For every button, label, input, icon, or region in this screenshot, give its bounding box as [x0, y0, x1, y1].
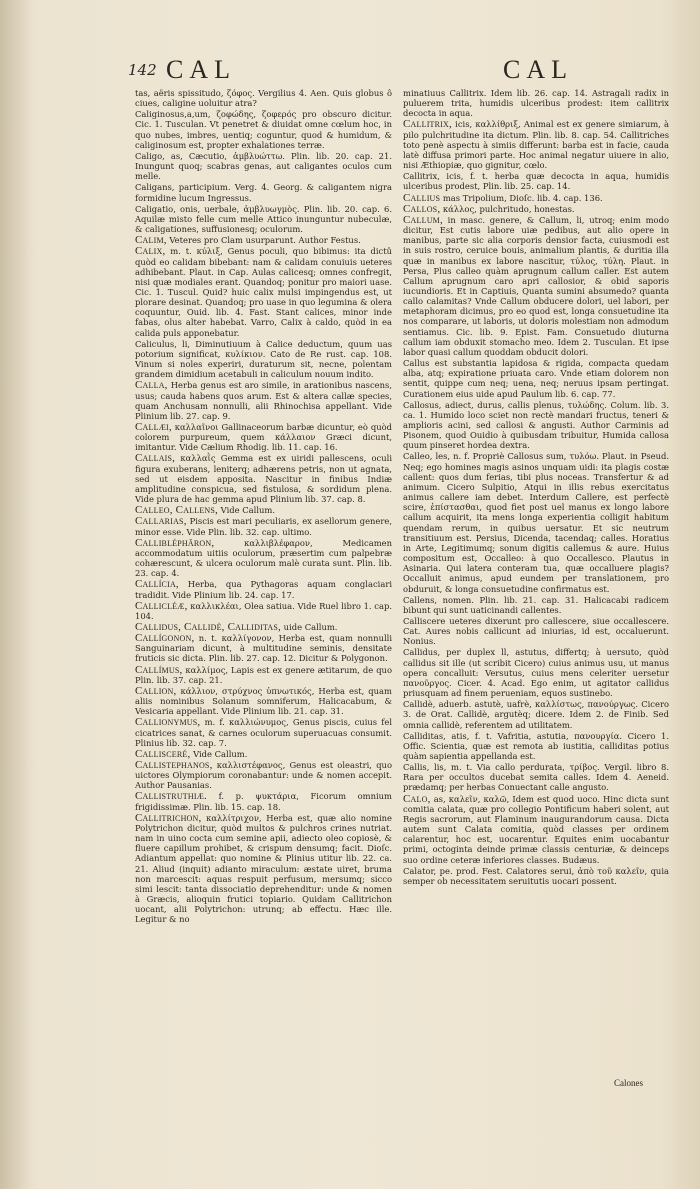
entry-headword: Callionymus, — [135, 716, 201, 729]
dictionary-entry — [403, 794, 669, 865]
dictionary-entry — [135, 380, 392, 421]
entry-text: m. t. κύλιξ, Genus poculi, quo bibimus: ita dictû quòd eo calidam bibebant: nam & calidam conuiuis ueteres adhibebant. Plaut. in Cap. Aulas calicesq; omnes confregit, nisi quæ modiales erant. Quandoq; ponitur pro maiori uase. Cic. 1. Tuscul. Quid? huic calix mulsi impingendus est, ut plorare desinat. Quandoq; pro uase in quo legumina & olera coquuntur, Ouid. lib. 4. Fast. Stant calices, minor inde fabas, olus alter habebat. Varro, Calix à caldo, quòd in ea calida puls apponebatur. — [135, 246, 392, 338]
entry-headword: Callisceré, — [135, 747, 191, 760]
dictionary-entry — [403, 400, 669, 451]
entry-text: Callidè, aduerb. astutè, uafrè, καλλίστως, πανούργως. Cicero 3. de Orat. Callidè, argutèq; dicere. Idem 2. de Finib. Sed omnia callidè, referentem ad utilitatem. — [403, 699, 669, 730]
dictionary-entry — [403, 731, 669, 761]
entry-headword: Callitrix, — [403, 118, 452, 131]
entry-text: m. f. καλλιώνυμος, Genus piscis, cuius fel cicatrices sanat, & carnes oculorum superuacuas consumit. Plinius lib. 32. cap. 7. — [135, 717, 392, 748]
dictionary-entry — [403, 451, 669, 593]
entry-text: κάλλιον, στρύχνος ὑπνωτικός, Herba est, quam aliis nominibus Solanum somniferum, Halicacabum, & Vesicaria appellant. Vide Plinium lib. 21. cap. 31. — [135, 685, 392, 717]
entry-text: καλλιβλέφαρον, Medicamen accommodatum uitiis oculorum, præsertim cum palpebræ cohærescunt, & ulcera oculorum malè curata sunt. Plin. lib. 23. cap. 4. — [135, 537, 392, 579]
entry-text: icis, καλλίθριξ, Animal est ex genere simiarum, à pilo pulchritudine ita dictum. Plin. lib. 8. cap. 54. Callitriches toto penè aspectu à simiis differunt: barba est in facie, cauda latè diffusa primori parte. Hoc animal negatur uiuere in alio, nisi Æthiopiæ, quo gignitur, cœlo. — [403, 119, 669, 171]
entry-headword: Calim, — [135, 234, 167, 247]
entry-text: Calator, pe. prod. Fest. Calatores serui, ἀπὸ τοῦ καλεῖν, quia semper ob necessitatem seruitutis uocari possent. — [403, 865, 669, 886]
dictionary-entry — [403, 171, 669, 191]
entry-headword: Callicléæ, — [135, 599, 188, 612]
entry-headword: Callistephanos, — [135, 759, 213, 771]
dictionary-entry — [403, 193, 669, 203]
dictionary-entry — [403, 204, 669, 214]
dictionary-entry — [135, 622, 392, 632]
entry-text: καλλαῖνοι Gallinaceorum barbæ dicuntur, eò quòd colorem purpureum, quem κάλλαιον Græci dicunt, imitantur. Vide Cælium Rhodig. lib. 11. cap. 16. — [135, 422, 392, 453]
dictionary-entry — [403, 762, 669, 792]
dictionary-entry — [135, 109, 392, 150]
entry-text: mas Tripolium, Dioſc. lib. 4. cap. 136. — [440, 192, 603, 203]
entry-headword: Calla, — [135, 379, 168, 392]
dictionary-entry — [135, 88, 392, 108]
dictionary-entry — [403, 358, 669, 399]
entry-text: καλλίτριχον, Herba est, quæ alio nomine Polytrichon dicitur, quòd multos & pulchros crines nutriat. nam in uino cocta cum semine apii, adiecto oleo copiosè, & fluere capillum prohibet, & crispum densumq; facit. Dioſc. Adiantum appellat: quo nomine & Plinius utitur lib. 22. ca. 21. Aliud (inquit) adianto miraculum: æstate uiret, bruma non marcescit: aquas respuit perfusum, mersumq; sicco simi lescit: tanta dissociatio deprehenditur: unde & nomen à Græcis, alioquin frutici topiario. Quidam Callitrichon uocant, alii Polytrichon: utrunq; ab effectu. Hæc ille. Legitur & no — [135, 812, 392, 925]
entry-text: Calliscere ueteres dixerunt pro callescere, siue occallescere. Cat. Aures nobis callicunt ad iniurias, id est, occaluerunt. Nonius. — [403, 615, 669, 647]
dictionary-entry — [135, 601, 392, 621]
entry-text: Herba, qua Pythagoras aquam conglaciari tradidit. Vide Plinium lib. 24. cap. 17. — [135, 579, 392, 600]
entry-headword: Callitrichon, — [135, 811, 202, 824]
entry-headword: Calleo, Callens, — [135, 504, 219, 517]
entry-headword: Callais, — [135, 452, 176, 465]
dictionary-entry — [403, 866, 669, 886]
entry-text: Piscis est mari peculiaris, ex asellorum genere, minor esse. Vide Plin. lib. 32. cap. ultimo. — [135, 516, 392, 537]
entry-headword: Callum, — [403, 213, 443, 226]
entry-headword: Callidus, Callidè, Calliditas, — [135, 620, 281, 633]
entry-headword: Calo, — [403, 792, 431, 805]
dictionary-entry — [135, 246, 392, 337]
entry-text: Callis, lis, m. t. Via callo perdurata, τρίβος. Vergil. libro 8. Rara per occultos ducebat semita calles. Idem 4. Aeneid. prædamq; per herbas Conuectant calle angusto. — [403, 762, 669, 793]
entry-text: καλλικλέαι, Olea satiua. Vide Ruel libro 1. cap. 104. — [135, 600, 392, 621]
entry-text: καλλαῒς Gemma est ex uiridi pallescens, oculi figura exuberans, leniterq; adhærens petris, non ut agnata, sed ut eisdem apposita. Nascitur in finibus Indiæ amplitudine conspicua, sed fistulosa, & sordidum plena. Vide plura de hac gemma apud Plinium lib. 37. cap. 8. — [135, 453, 392, 505]
dictionary-entry — [135, 760, 392, 790]
gutter-shadow — [0, 0, 30, 1189]
entry-text: uide Callum. — [281, 621, 338, 632]
entry-headword: Callibléphāron, — [135, 536, 215, 549]
entry-headword: Callímus, — [135, 663, 183, 676]
dictionary-entry — [135, 505, 392, 515]
entry-text: Callens, nomen. Plin. lib. 21. cap. 31. Halicacabi radicem bibunt qui sunt uaticinandi callentes. — [403, 594, 669, 615]
entry-text: minatiuus Callitrix. Idem lib. 26. cap. 14. Astragali radix in puluerem trita, humidis ulceribus prodest: item callitrix decocta in aqua. — [403, 88, 669, 119]
dictionary-entry — [403, 616, 669, 646]
entry-text: Caliculus, li, Diminutiuum à Calice deductum, quum uas potorium significat, κυλίκιον. Cato de Re rust. cap. 108. Vinum si noles experiri, duraturum sit, necne, polentam grandem dimidium acetabuli in caliculum nouum indito. — [135, 338, 392, 380]
entry-text: Callidus, per duplex ll, astutus, differtq; à uersuto, quòd callidus sit ille (ut scribit Cicero) cuius animus usu, ut manus opera concalluit: Versutus, cuius mens celeriter uersetur πανοῦργος. Cicer. 4. Acad. Ego enim, ut agitator callidus priusquam ad finem perueniam, equos sustinebo. — [403, 647, 669, 699]
dictionary-entry — [135, 182, 392, 202]
running-head-left: CAL — [166, 55, 236, 84]
entry-text: Calliditas, atis, f. t. Vafritia, astutia, πανουργία. Cicero 1. Offic. Scientia, quæ est remota ab iustitia, calliditas potius quàm sapientia appellanda est. — [403, 730, 669, 761]
entry-headword: Callígonon, — [135, 632, 195, 645]
page-number: 142 — [128, 61, 157, 79]
catchword: Calones — [614, 1078, 643, 1088]
entry-text: κάλλος, pulchritudo, honestas. — [440, 203, 575, 214]
dictionary-entry — [403, 595, 669, 615]
entry-headword: Callæi, — [135, 421, 172, 433]
dictionary-entry — [403, 88, 669, 118]
dictionary-entry — [135, 516, 392, 536]
dictionary-entry — [135, 235, 392, 245]
running-head-right: CAL — [503, 55, 573, 84]
left-column — [135, 88, 392, 1093]
entry-text: καλλίμος, Lapis est ex genere ætitarum, de quo Plin. lib. 37. cap. 21. — [135, 664, 392, 685]
entry-headword: Calix, — [135, 245, 166, 258]
dictionary-entry — [135, 579, 392, 599]
entry-headword: Callos, — [403, 202, 441, 215]
dictionary-entry — [135, 717, 392, 747]
entry-text: Callus est substantia lapidosa & rigida, compacta quedam alba, atq; expiratione priuata caro. Vnde etiam dolorem non sentit, quippe cum neq; uena, neq; neruus ipsam pertingat. Curationem eius uide apud Paulum lib. 6. cap. 77. — [403, 358, 669, 399]
entry-text: tas, aëris spissitudo, ζόφος. Vergilius 4. Aen. Quis globus ô ciues, caligine uoluitur atra? — [135, 88, 392, 109]
entry-text: Caligatio, onis, uerbale, ἀμβλυωγμὸς. Plin. lib. 20. cap. 6. Aquilæ misto felle cum melle Attico inunguntur nubeculæ, & caligationes, suffusionesq; oculorum. — [135, 203, 392, 235]
dictionary-entry — [135, 339, 392, 380]
entry-text: Herba genus est aro simile, in arationibus nascens, usus; cauda habens quos arum. Est & altera callæ species, quam Anchusam nonnulli, alii Rhinochisa appellant. Vide Plinium lib. 27. cap. 9. — [135, 380, 392, 421]
entry-text: Callitrix, icis, f. t. herba quæ decocta in aqua, humidis ulceribus prodest, Plin. lib. 25. cap. 14. — [403, 171, 669, 192]
entry-headword: Callícia, — [135, 578, 179, 591]
entry-text: n. t. καλλίγονον, Herba est, quam nonnulli Sanguinariam dicunt, à multitudine seminis, densitate fruticis sic dicta. Plin. lib. 27. cap. 12. Dicitur & Polygonon. — [135, 633, 392, 664]
entry-text: Caliginosus,a,um, ζοφώδης, ζοφερός pro obscuro dicitur. Cic. 1. Tusculan. Vt penetret & diuidat omne cœlum hoc, in quo nubes, imbres, uentiq; coguntur, quod & humidum, & caliginosum est, propter exhalationes terræ. — [135, 109, 392, 150]
entry-text: in masc. genere, & Callum, li, utroq; enim modo dicitur, Est cutis labore uiæ pedibus, aut alio opere in manibus, parte sic alia corporis densior facta, cuiusmodi est in suis rostro, ceruice bouis, animalium plantis, & duritia illa quæ in manibus ex labore nascitur, τύλος, τύλη. Plaut. in Persa, Plus calleo quàm aprugnum callum caller. Est autem Callum aprugnum caro apri callosior, & obid saporis iucundioris. Et in Captiuis, Quanta sumini absumedo? quanta callo calamitas? Vnde Callum obducere dolori, uel labori, per metaphoram dicimus, pro eo quod est, longa consuetudine ita nos comparare, ut laboris, ut doloris molestiam non admodum sentiamus. Cic. lib. 9. Epist. Fam. Consuetudo diuturna callum iam obduxit stomacho meo. Idem 2. Tusculan. Et ipse labor quasi callum quoddam obducit dolori. — [403, 214, 669, 357]
dictionary-entry — [135, 538, 392, 579]
dictionary-entry — [135, 151, 392, 181]
entry-text: Veteres pro Clam usurparunt. Author Festus. — [166, 235, 361, 246]
entry-text: Vide Callum. — [190, 748, 248, 759]
entry-text: Callosus, adiect, durus, callis plenus, τυλώδης. Colum. lib. 3. ca. 1. Humido loco sciet non rectè mandari fructus, teneri & amplioris acini, sed callosi & angusti. Author Carminis ad Pisonem, quod Ouidio à quibusdam tribuitur, Humida callosa quum pinseret hordea dextra. — [403, 399, 669, 451]
entry-text: Caligans, participium. Verg. 4. Georg. & caligantem nigra formidine lucum Ingressus. — [135, 182, 392, 203]
dictionary-entry — [135, 791, 392, 811]
entry-headword: Callistruthiæ. — [135, 790, 207, 803]
dictionary-entry — [135, 686, 392, 716]
dictionary-entry — [403, 119, 669, 170]
dictionary-entry — [403, 699, 669, 729]
dictionary-entry — [135, 633, 392, 663]
entry-text: f. p. ψυκτάρια, Ficorum omnium frigidissimæ. Plin. lib. 15. cap. 18. — [135, 791, 392, 812]
entry-text: as, καλεῖν, καλῶ, Idem est quod uoco. Hinc dicta sunt comitia calata, quæ pro collegio Pontificum haberi solent, aut Regis sacrorum, aut Flaminum inaugurandorum causa. Dicta autem sunt Calata comitia, quòd classes per ordinem calarentur, hoc est, uocarentur. Equites enim uocabantur primi, octoginta deinde primæ classis centuriæ, & deinceps suo ordine ceteræ inferiores classes. Budæus. — [403, 793, 669, 865]
right-column — [403, 88, 669, 1048]
entry-text: καλλιστέφανος, Genus est oleastri, quo uictores Olympiorum coronabantur: unde & nomen accepit. Author Pausanias. — [135, 760, 392, 791]
entry-headword: Callarias, — [135, 515, 187, 528]
dictionary-entry — [135, 665, 392, 685]
entry-headword: Callion, — [135, 684, 177, 697]
entry-text: Calleo, les, n. f. Propriè Callosus sum, τυλόω. Plaut. in Pseud. Neq; ego homines magis asinos unquam uidi: ita plagis costæ callent: quos dum ferias, tibi plus noceas. Transfertur & ad animum. Cicero Sulpitio, Atqui in illis rebus exercitatus animus callere iam debet. Interdum Callere, est perfectè scire, ἐπίστασθαι, quod fiet post uel manus ex longo labore callum acquirit, ita mens longa experientia colligit habitum quendam rerum, in quibus uersatur. Et sic neutrum transitiuum est. Persius, Dicenda, tacendaq; calles. Horatius in Arte, Legitimumq; sonum digitis callemus & aure. Huius compositum est, Occalleo: à quo Occallesco. Plautus in Asinaria. Qui latera conteram tua, quæ occalluere plagis? Occalluit animus, apud eundem per translationem, pro obduruit, & longa consuetudine confirmatus est. — [403, 451, 669, 594]
dictionary-entry — [403, 647, 669, 698]
entry-text: Caligo, as, Cæcutio, ἀμβλυώττω. Plin. lib. 20. cap. 21. Inungunt quoq; scabras genas, aut caligantes oculos cum melle. — [135, 150, 392, 182]
entry-text: Vide Callum. — [218, 505, 275, 516]
page-header — [128, 55, 598, 85]
dictionary-entry — [135, 813, 392, 925]
dictionary-entry — [135, 749, 392, 759]
dictionary-entry — [135, 422, 392, 452]
dictionary-entry — [135, 453, 392, 504]
dictionary-entry — [403, 215, 669, 357]
dictionary-entry — [135, 204, 392, 234]
entry-headword: Callius — [403, 191, 441, 204]
